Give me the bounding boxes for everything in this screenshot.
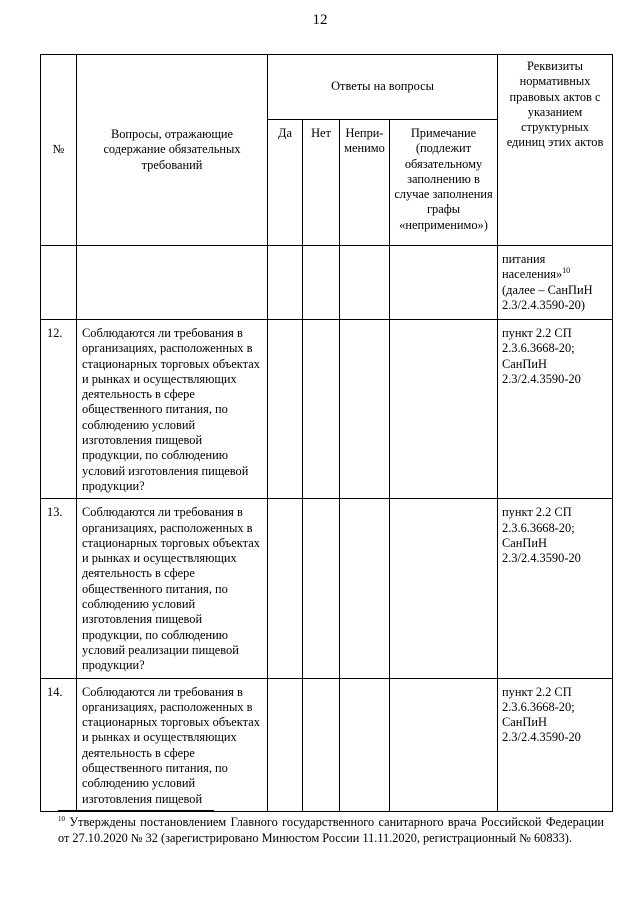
header-na-line1: Непри-	[345, 126, 384, 140]
requirements-table	[40, 54, 613, 812]
header-note: Примечание (подлежит обязательному заполнению в случае заполнения графы «неприменимо»)	[390, 120, 498, 246]
row-ref: пункт 2.2 СП 2.3.6.3668-20; СанПиН 2.3/2.4.3590-20	[498, 320, 613, 499]
header-na-line2: менимо	[344, 141, 385, 156]
header-question: Вопросы, отражающие содержание обязательных требований	[77, 55, 268, 246]
page-number: 12	[312, 12, 328, 28]
row-ref: пункт 2.2 СП 2.3.6.3668-20; СанПиН 2.3/2.4.3590-20	[498, 678, 613, 811]
header-no: Нет	[303, 120, 340, 246]
row-question: Соблюдаются ли требования в организациях, расположенных в стационарных торговых объектах и рынках и осуществляющих деятельность в сфере общественного питания, по соблюдению условий изготовления пищевой продукции, по соблюдению условий изготовления пищевой продукции?	[77, 320, 268, 499]
continuation-ref-line3: (далее – СанПиН 2.3/2.4.3590-20)	[502, 282, 593, 312]
continuation-ref-line1: питания	[502, 252, 546, 266]
note-cell[interactable]	[390, 499, 498, 678]
row-number: 14.	[41, 678, 77, 811]
footnote	[58, 814, 604, 846]
table-row	[41, 499, 613, 678]
answer-no-cell[interactable]	[303, 678, 340, 811]
header-refs: Реквизиты нормативных правовых актов с указанием структурных единиц этих актов	[498, 55, 613, 246]
header-num: №	[41, 55, 77, 246]
table-row	[41, 320, 613, 499]
answer-na-cell[interactable]	[340, 320, 390, 499]
header-yes: Да	[268, 120, 303, 246]
footnote-ref-marker: 10	[562, 266, 571, 276]
header-answers: Ответы на вопросы	[268, 55, 498, 120]
answer-yes-cell[interactable]	[268, 320, 303, 499]
header-not-applicable	[340, 120, 390, 246]
answer-no-cell[interactable]	[303, 320, 340, 499]
answer-yes-cell[interactable]	[268, 678, 303, 811]
note-cell[interactable]	[390, 320, 498, 499]
row-question: Соблюдаются ли требования в организациях, расположенных в стационарных торговых объектах и рынках и осуществляющих деятельность в сфере общественного питания, по соблюдению условий изготовления пищевой	[77, 678, 268, 811]
answer-na-cell[interactable]	[340, 499, 390, 678]
row-number: 13.	[41, 499, 77, 678]
answer-no-cell[interactable]	[303, 499, 340, 678]
table-row	[41, 678, 613, 811]
row-question: Соблюдаются ли требования в организациях, расположенных в стационарных торговых объектах и рынках и осуществляющих деятельность в сфере общественного питания, по соблюдению условий изготовления пищевой продукции, по соблюдению условий реализации пищевой продукции?	[77, 499, 268, 678]
answer-na-cell[interactable]	[340, 678, 390, 811]
note-cell[interactable]	[390, 678, 498, 811]
row-number: 12.	[41, 320, 77, 499]
footnote-text: Утверждены постановлением Главного государственного санитарного врача Российской Федерации от 27.10.2020 № 32 (зарегистрировано Минюстом России 11.11.2020, регистрационный № 60833).	[58, 815, 604, 845]
row-ref: пункт 2.2 СП 2.3.6.3668-20; СанПиН 2.3/2.4.3590-20	[498, 499, 613, 678]
footnote-marker: 10	[58, 814, 65, 823]
footnote-divider	[58, 810, 214, 811]
continuation-row	[41, 246, 613, 320]
continuation-ref	[498, 246, 613, 320]
answer-yes-cell[interactable]	[268, 499, 303, 678]
continuation-ref-line2: населения»	[502, 267, 563, 282]
